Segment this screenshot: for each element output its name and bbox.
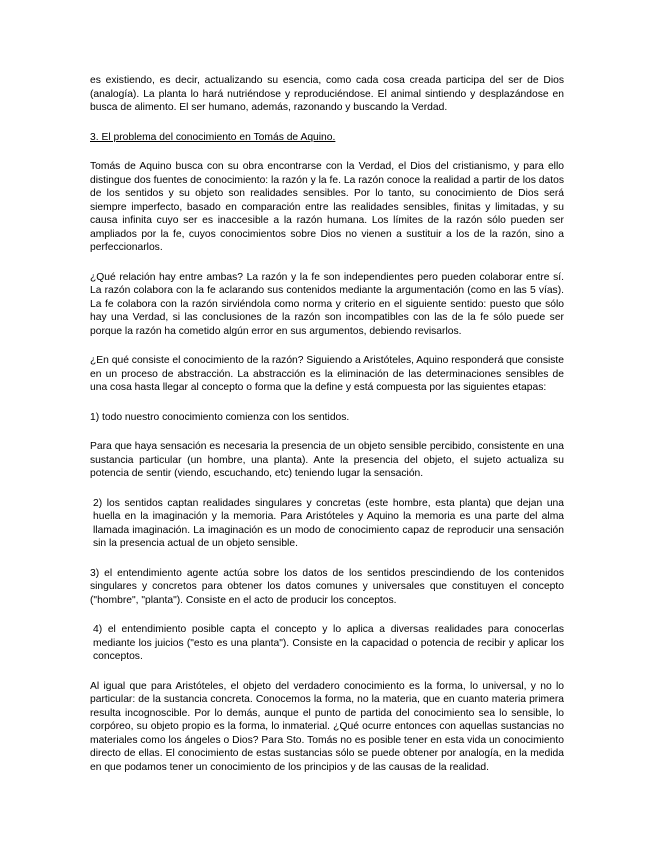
list-item-step-3: 3) el entendimiento agente actúa sobre los datos de los sentidos prescindiendo de los contenidos singulares y concretos para obtener los datos comunes y universales que constituyen el concepto ("hombre", "planta"). Consiste en el acto de producir los conceptos. bbox=[90, 567, 564, 606]
section-heading: 3. El problema del conocimiento en Tomás de Aquino. bbox=[90, 131, 336, 143]
document-page bbox=[90, 74, 564, 790]
list-item-step-2: 2) los sentidos captan realidades singulares y concretas (este hombre, esta planta) que dejan una huella en la imaginación y la memoria. Para Aristóteles y Aquino la memoria es una parte del alma llamada imaginación. La imaginación es un modo de conocimiento capaz de reproducir una sensación sin la presencia actual de un objeto sensible. bbox=[93, 497, 564, 549]
paragraph-fuentes-conocimiento: Tomás de Aquino busca con su obra encontrarse con la Verdad, el Dios del cristianismo, y para ello distingue dos fuentes de conocimiento: la razón y la fe. La razón conoce la realidad a partir de los datos de los sentidos y su objeto son realidades sensibles. Por lo tanto, su conocimiento de Dios será siempre imperfecto, basado en comparación entre las realidades sensibles, finitas y limitadas, y su causa infinita cuyo ser es inaccesible a la razón humana. Los límites de la razón sólo pueden ser ampliados por la fe, cuyos conocimientos sobre Dios no vienen a sustituir a los de la razón, sino a perfeccionarlos. bbox=[90, 161, 564, 253]
intro-paragraph: es existiendo, es decir, actualizando su esencia, como cada cosa creada participa del ser de Dios (analogía). La planta lo hará nutriéndose y reproduciéndose. El animal sintiendo y desplazándose en busca de alimento. El ser humano, además, razonando y buscando la Verdad. bbox=[90, 75, 564, 113]
paragraph-sensacion: Para que haya sensación es necesaria la presencia de un objeto sensible percibido, consistente en una sustancia particular (un hombre, una planta). Ante la presencia del objeto, el sujeto actualiza su potencia de sentir (viendo, escuchando, etc) teniendo lugar la sensación. bbox=[90, 441, 564, 479]
paragraph-razon-fe: ¿Qué relación hay entre ambas? La razón y la fe son independientes pero pueden colaborar entre sí. La razón colabora con la fe aclarando sus contenidos mediante la argumentación (como en las 5 vías). La fe colabora con la razón sirviéndola como norma y criterio en el siguiente sentido: puesto que sólo hay una Verdad, si las conclusiones de la razón son incompatibles con las de la fe sólo puede ser porque la razón ha cometido algún error en sus argumentos, debiendo revisarlos. bbox=[90, 271, 564, 337]
paragraph-conclusion: Al igual que para Aristóteles, el objeto del verdadero conocimiento es la forma, lo universal, y no lo particular: de la sustancia concreta. Conocemos la forma, no la materia, que en cuanto materia primera resulta incognoscible. Por lo demás, aunque el punto de partida del conocimiento sea lo sensible, lo corpóreo, su objeto propio es la forma, lo inmaterial. ¿Qué ocurre entonces con aquellas sustancias no materiales como los ángeles o Dios? Para Sto. Tomás no es posible tener en esta vida un conocimiento directo de ellas. El conocimiento de estas sustancias sólo se puede obtener por analogía, en la medida en que podamos tener un conocimiento de los principios y de las causas de la realidad. bbox=[90, 680, 564, 773]
list-item-step-4: 4) el entendimiento posible capta el concepto y lo aplica a diversas realidades para conocerlas mediante los juicios ("esto es una planta"). Consiste en la capacidad o potencia de recibir y aplicar los conceptos. bbox=[93, 624, 564, 662]
paragraph-abstraccion: ¿En qué consiste el conocimiento de la razón? Siguiendo a Aristóteles, Aquino responderá que consiste en un proceso de abstracción. La abstracción es la eliminación de las determinaciones sensibles de una cosa hasta llegar al concepto o forma que la define y está compuesta por las siguientes etapas: bbox=[90, 355, 564, 393]
list-item-step-1: 1) todo nuestro conocimiento comienza con los sentidos. bbox=[90, 411, 350, 423]
